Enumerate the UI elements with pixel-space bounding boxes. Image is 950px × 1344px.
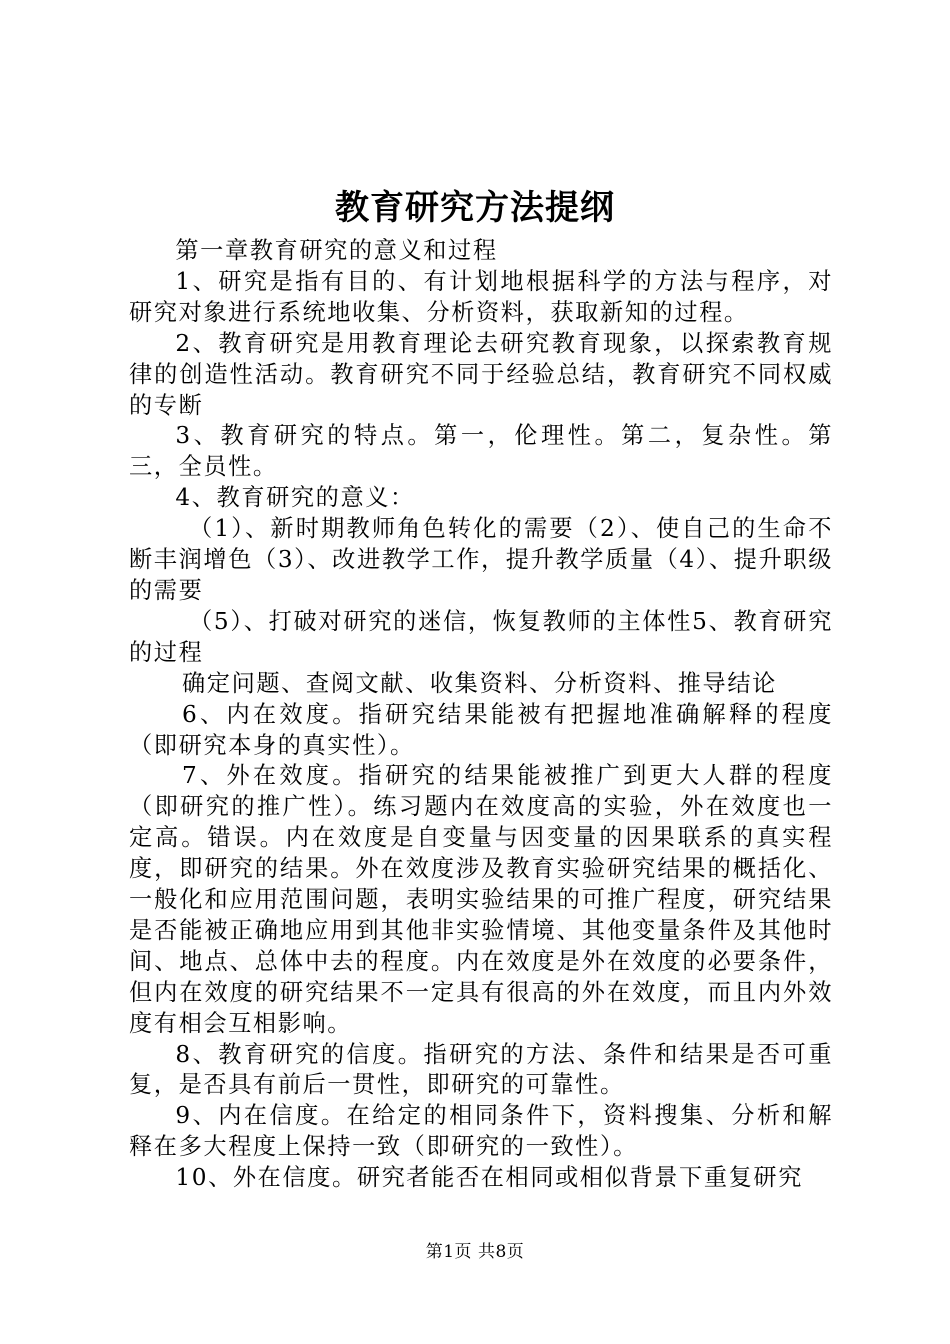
paragraph: 10、外在信度。研究者能否在相同或相似背景下重复研究: [175, 1164, 803, 1192]
paragraph: 2、教育研究是用教育理论去研究教育现象，以探索教育规律的创造性活动。教育研究不同于经验总结，教育研究不同权威的专断: [129, 329, 833, 419]
paragraph: 3、教育研究的特点。第一，伦理性。第二，复杂性。第三，全员性。: [129, 422, 833, 481]
page-footer: 第1页 共8页: [425, 1242, 525, 1262]
paragraph: 9、内在信度。在给定的相同条件下，资料搜集、分析和解释在多大程度上保持一致（即研究的一致性）。: [129, 1102, 833, 1161]
paragraph: 6、内在效度。指研究结果能被有把握地准确解释的程度（即研究本身的真实性）。: [129, 700, 833, 759]
document-body: [129, 236, 833, 1194]
page-title: 教育研究方法提纲: [335, 188, 615, 228]
paragraph: 7、外在效度。指研究的结果能被推广到更大人群的程度（即研究的推广性）。练习题内在效度高的实验，外在效度也一定高。错误。内在效度是自变量与因变量的因果联系的真实程度，即研究的结果。外在效度涉及教育实验研究结果的概括化、一般化和应用范围问题，表明实验结果的可推广程度，研究结果是否能被正确地应用到其他非实验情境、其他变量条件及其他时间、地点、总体中去的程度。内在效度是外在效度的必要条件，但内在效度的研究结果不一定具有很高的外在效度，而且内外效度有相会互相影响。: [129, 762, 833, 1037]
paragraph: （1）、新时期教师角色转化的需要（2）、使自己的生命不断丰润增色（3）、改进教学工作，提升教学质量（4）、提升职级的需要: [129, 515, 833, 604]
paragraph: 1、研究是指有目的、有计划地根据科学的方法与程序，对研究对象进行系统地收集、分析资料，获取新知的过程。: [129, 267, 833, 326]
chapter-heading: 第一章教育研究的意义和过程: [175, 237, 498, 264]
paragraph: 确定问题、查阅文献、收集资料、分析资料、推导结论: [182, 669, 777, 697]
paragraph: 8、教育研究的信度。指研究的方法、条件和结果是否可重复，是否具有前后一贯性，即研究的可靠性。: [129, 1040, 833, 1099]
paragraph: 4、教育研究的意义：: [175, 484, 415, 512]
paragraph: （5）、打破对研究的迷信，恢复教师的主体性5、教育研究的过程: [129, 607, 833, 666]
